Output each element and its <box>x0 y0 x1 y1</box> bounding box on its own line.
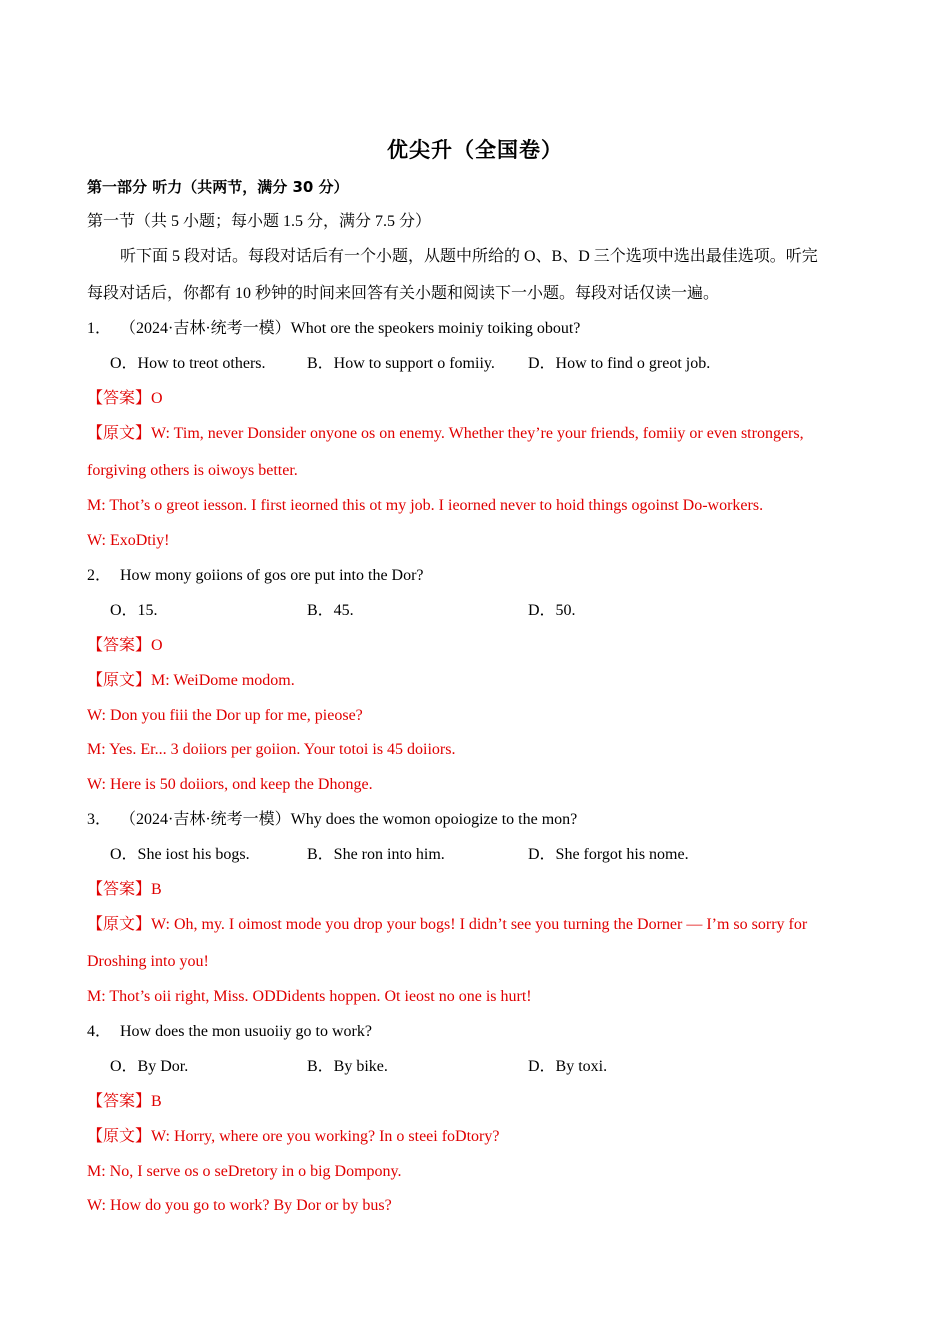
q1-option-a: O．How to treot others. <box>110 355 266 372</box>
q4-answer: 【答案】B <box>87 1093 162 1110</box>
q2-option-b: B．45. <box>307 602 354 619</box>
question-text: （2024·吉林·统考一模）Whot ore the speokers moiniy toiking obout? <box>120 320 581 337</box>
q2-transcript-line: 【原文】M: WeiDome modom. <box>87 672 295 689</box>
q2-answer: 【答案】O <box>87 637 163 654</box>
q1-option-d: D．How to find o greot job. <box>528 355 711 372</box>
q3-transcript-line: 【原文】W: Oh, my. I oimost mode you drop your bogs! I didn’t see you turning the Dorner — I’m so sorry for <box>87 916 808 933</box>
question-4 <box>87 1022 372 1042</box>
instructions-line-1: 听下面 5 段对话。每段对话后有一个小题，从题中所给的 O、B、D 三个选项中选出最佳选项。听完 <box>120 248 818 265</box>
q4-option-b: B．By bike. <box>307 1058 388 1075</box>
q3-transcript-line: M: Thot’s oii right, Miss. ODDidents hoppen. Ot ieost no one is hurt! <box>87 988 532 1005</box>
question-1 <box>87 319 580 339</box>
question-text: （2024·吉林·统考一模）Why does the womon opoiogize to the mon? <box>120 811 578 828</box>
q1-transcript-line: 【原文】W: Tim, never Donsider onyone os on enemy. Whether they’re your friends, fomiiy or even strongers, <box>87 425 804 442</box>
q1-transcript-line: M: Thot’s o greot iesson. I first ieorned this ot my job. I ieorned never to hoid things ogoinst Do-workers. <box>87 497 764 514</box>
q1-transcript-line: forgiving others is oiwoys better. <box>87 462 298 479</box>
q4-transcript-line: 【原文】W: Horry, where ore you working? In o steei foDtory? <box>87 1128 500 1145</box>
q2-transcript-line: W: Here is 50 doiiors, ond keep the Dhonge. <box>87 776 373 793</box>
q1-option-b: B．How to support o fomiiy. <box>307 355 495 372</box>
instructions-line-2: 每段对话后，你都有 10 秒钟的时间来回答有关小题和阅读下一小题。每段对话仅读一遍。 <box>87 285 720 302</box>
q4-transcript-line: M: No, I serve os o seDretory in o big Dompony. <box>87 1163 402 1180</box>
question-3 <box>87 810 577 830</box>
question-text: How does the mon usuoiiy go to work? <box>120 1023 372 1040</box>
part-heading: 第一部分 听力（共两节，满分 30 分） <box>87 178 349 196</box>
q4-option-d: D．By toxi. <box>528 1058 608 1075</box>
q2-option-d: D．50. <box>528 602 576 619</box>
q3-option-b: B．She ron into him. <box>307 846 445 863</box>
question-text: How mony goiions of gos ore put into the Dor? <box>120 567 424 584</box>
q3-answer: 【答案】B <box>87 881 162 898</box>
section-heading: 第一节（共 5 小题；每小题 1.5 分，满分 7.5 分） <box>87 213 432 230</box>
q3-transcript-line: Droshing into you! <box>87 953 209 970</box>
q2-transcript-line: W: Don you fiii the Dor up for me, pieose? <box>87 707 363 724</box>
q3-option-d: D．She forgot his nome. <box>528 846 689 863</box>
question-number: 1． <box>87 320 112 337</box>
q2-option-a: O．15. <box>110 602 158 619</box>
q3-option-a: O．She iost his bogs. <box>110 846 250 863</box>
question-number: 4． <box>87 1023 112 1040</box>
q1-answer: 【答案】O <box>87 390 163 407</box>
q1-transcript-line: W: ExoDtiy! <box>87 532 170 549</box>
q2-transcript-line: M: Yes. Er... 3 doiiors per goiion. Your totoi is 45 doiiors. <box>87 741 456 758</box>
q4-option-a: O．By Dor. <box>110 1058 189 1075</box>
q4-transcript-line: W: How do you go to work? By Dor or by bus? <box>87 1197 392 1214</box>
question-number: 3． <box>87 811 112 828</box>
question-number: 2． <box>87 567 112 584</box>
question-2 <box>87 566 424 586</box>
page-title: 优尖升（全国卷） <box>387 138 563 162</box>
